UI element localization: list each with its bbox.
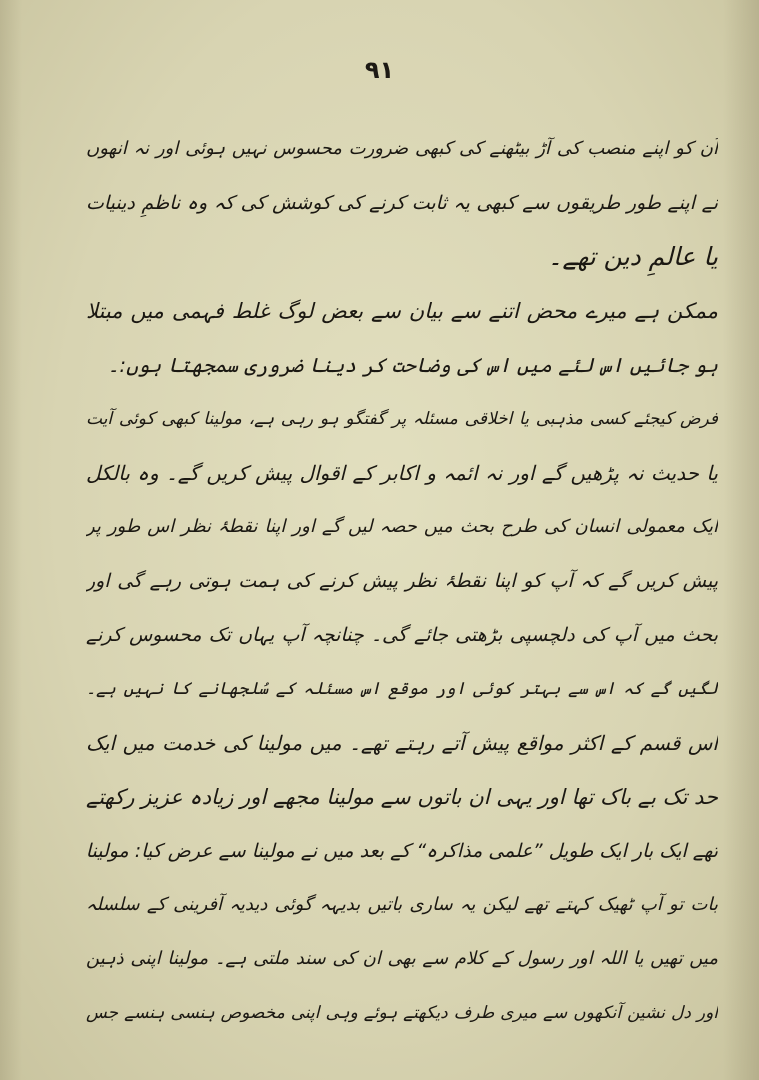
text-line: ممکن ہے میرے محض اتنے سے بیان سے بعض لوگ غلط فہمی میں مبتلا	[86, 299, 718, 323]
page-edge-shadow	[723, 0, 759, 1080]
text-line: اُن کو اپنے منصب کی آڑ بیٹھنے کی کبھی ضرورت محسوس نہیں ہوئی اور نہ انھوں	[86, 138, 718, 159]
page-gutter-shadow	[0, 0, 22, 1080]
text-line: بات تو آپ ٹھیک کہتے تھے لیکن یہ ساری باتیں بدیہہ گوئی دیدیہ آفرینی کے سلسلہ	[86, 894, 718, 915]
text-line: حد تک بے باک تھا اور یہی ان باتوں سے مولینا مجھے اور زیادہ عزیز رکھتے	[86, 785, 718, 809]
text-line: یا حدیث نہ پڑھیں گے اور نہ ائمہ و اکابر کے اقوال پیش کریں گے۔ وہ بالکل	[86, 461, 718, 485]
text-line: لگیں گے کہ اس سے بہتر کوئی اور موقع اس مسئلہ کے سُلجھانے کا نہیں ہے۔	[86, 679, 718, 699]
text-line: نے اپنے طور طریقوں سے کبھی یہ ثابت کرنے کی کوشش کی کہ وہ ناظمِ دینیات	[86, 192, 718, 214]
text-line: ہو جائیں اس لئے میں اس کی وضاحت کر دینا ضروری سمجھتا ہوں:۔	[107, 353, 718, 377]
text-line: تھے ایک بار ایک طویل ”علمی مذاکرہ“ کے بعد میں نے مولینا سے عرض کیا: مولینا	[86, 840, 718, 862]
text-line: پیش کریں گے کہ آپ کو اپنا نقطۂ نظر پیش کرنے کی ہمت ہوتی رہے گی اور	[86, 570, 718, 592]
text-line: بحث میں آپ کی دلچسپی بڑھتی جائے گی۔ چنانچہ آپ یہاں تک محسوس کرنے	[86, 624, 718, 646]
text-line: اس قسم کے اکثر مواقع پیش آتے رہتے تھے۔ میں مولینا کی خدمت میں ایک	[86, 731, 718, 755]
text-line: ایک معمولی انسان کی طرح بحث میں حصہ لیں گے اور اپنا نقطۂ نظر اس طور پر	[86, 516, 718, 537]
body-text	[86, 122, 718, 1040]
text-line: اور دل نشین آنکھوں سے میری طرف دیکھتے ہوئے وہی اپنی مخصوص ہنسی ہنسے جس	[86, 1003, 718, 1023]
text-line: میں تھیں یا اللہ اور رسول کے کلام سے بھی ان کی سند ملتی ہے۔ مولینا اپنی ذہین	[86, 948, 718, 969]
page-number: ۹۱	[364, 56, 395, 84]
text-line: یا عالمِ دین تھے۔	[547, 242, 718, 271]
text-line: فرض کیجئے کسی مذہبی یا اخلاقی مسئلہ پر گفتگو ہو رہی ہے، مولینا کبھی کوئی آیت	[86, 409, 718, 429]
